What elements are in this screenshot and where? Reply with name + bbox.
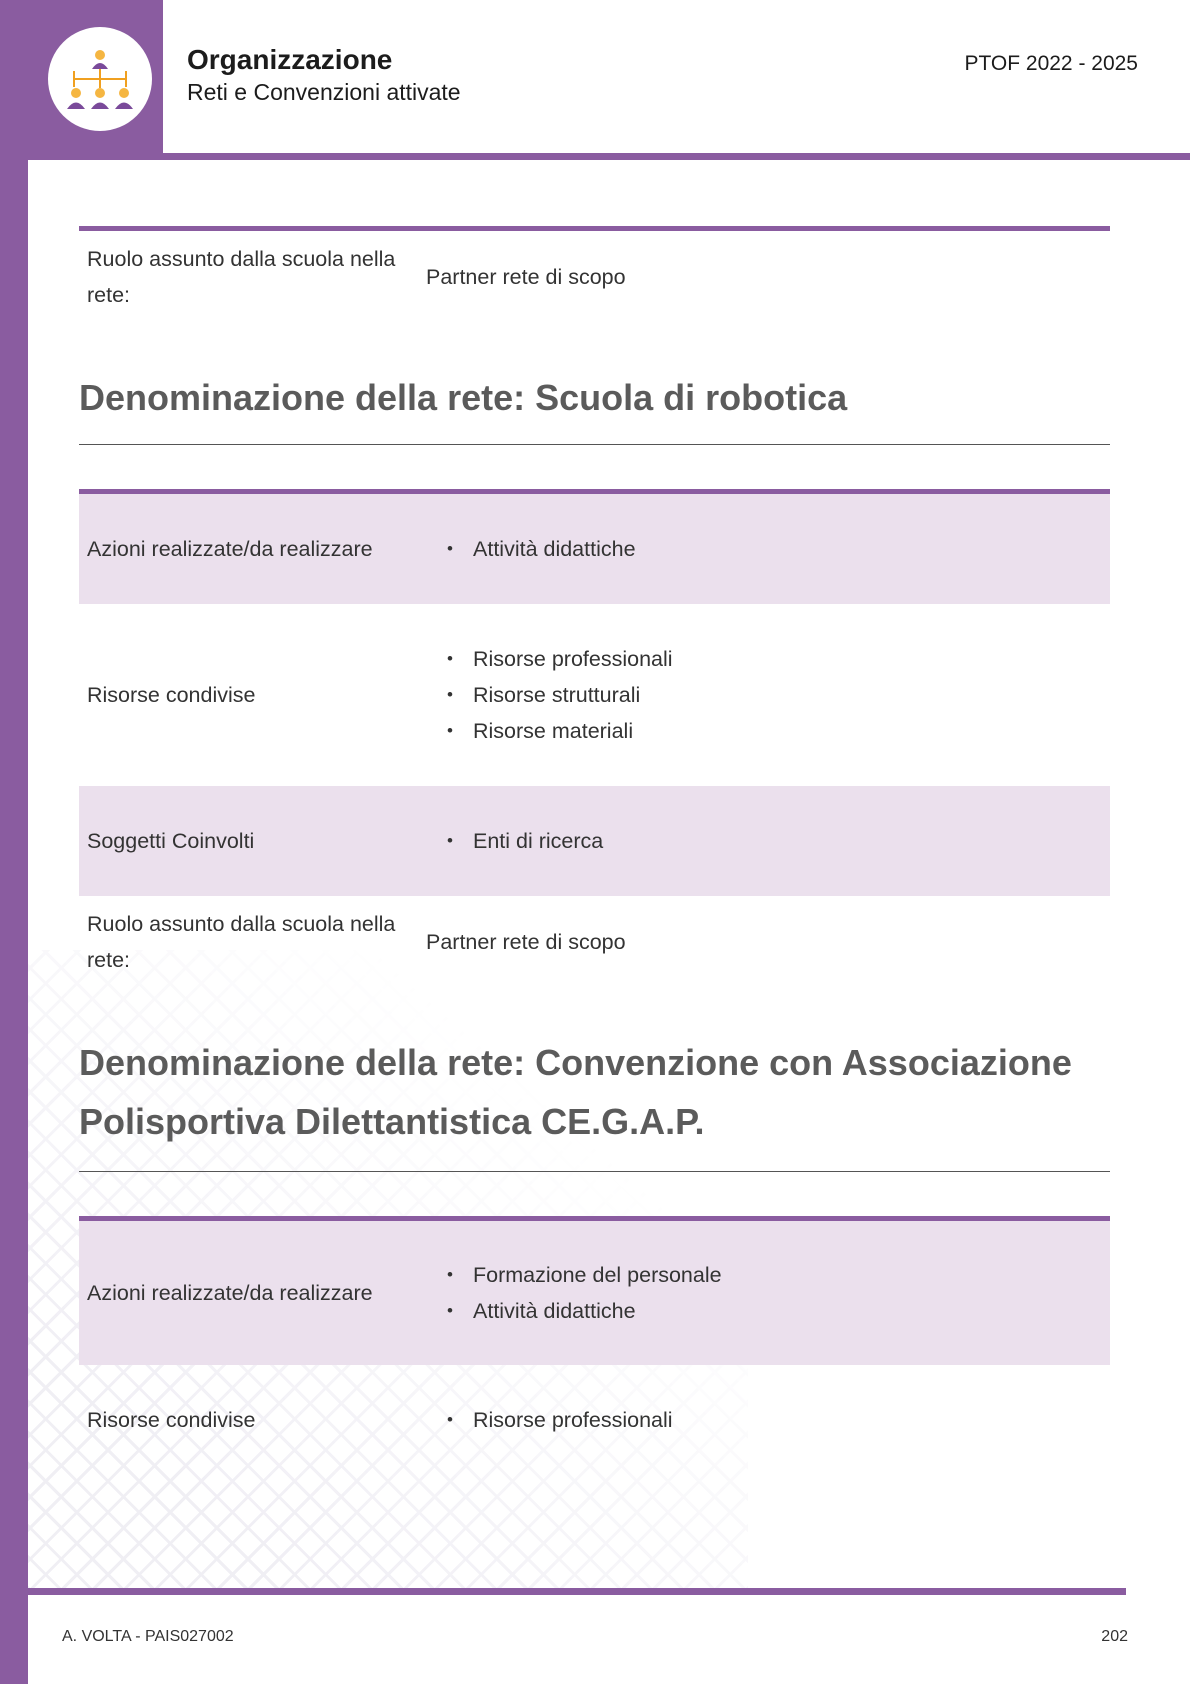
network2-title: Denominazione della rete: Convenzione con Associazione Polisportiva Dilettantistica CE.G.A.P.	[79, 1042, 1072, 1142]
subjects-label: Soggetti Coinvolti	[87, 829, 255, 853]
resources-label: Risorse condivise	[87, 683, 256, 707]
resources-row	[79, 1365, 1110, 1475]
list-item: • Risorse professionali	[447, 641, 1110, 677]
org-chart-people-icon	[48, 27, 152, 131]
actions-label: Azioni realizzate/da realizzare	[87, 1281, 373, 1305]
role-label: Ruolo assunto dalla scuola nella rete:	[87, 247, 396, 307]
list-item: • Enti di ricerca	[447, 823, 1110, 859]
actions-label: Azioni realizzate/da realizzare	[87, 537, 373, 561]
footer-school: A. VOLTA - PAIS027002	[62, 1628, 234, 1645]
page-content	[79, 226, 1110, 1475]
resources-label: Risorse condivise	[87, 1408, 256, 1432]
list-item: • Risorse professionali	[447, 1402, 1110, 1438]
actions-row	[79, 494, 1110, 604]
network1-title: Denominazione della rete: Scuola di robotica	[79, 377, 848, 418]
resources-row	[79, 604, 1110, 786]
header-title: Organizzazione	[187, 44, 393, 75]
list-item: • Risorse strutturali	[447, 677, 1110, 713]
subjects-row	[79, 786, 1110, 896]
role-row	[79, 896, 1110, 988]
list-item: • Attività didattiche	[447, 531, 1110, 567]
role-label: Ruolo assunto dalla scuola nella rete:	[87, 912, 396, 972]
list-item: • Formazione del personale	[447, 1257, 1110, 1293]
header-rule	[163, 153, 1190, 160]
page-number: 202	[1101, 1628, 1128, 1645]
role-value: Partner rete di scopo	[426, 930, 626, 954]
ptof-label: PTOF 2022 - 2025	[964, 52, 1138, 75]
list-item: • Attività didattiche	[447, 1293, 1110, 1329]
actions-row	[79, 1221, 1110, 1365]
list-item: • Risorse materiali	[447, 713, 1110, 749]
footer-rule	[28, 1588, 1126, 1595]
role-row-top	[79, 231, 1110, 323]
left-sidebar-bar	[0, 0, 28, 1684]
header-subtitle: Reti e Convenzioni attivate	[187, 79, 461, 105]
role-value: Partner rete di scopo	[426, 265, 626, 289]
